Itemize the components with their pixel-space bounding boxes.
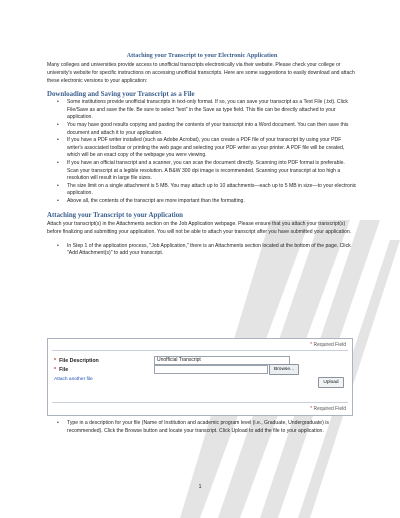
- bullet-icon: •: [57, 242, 59, 249]
- download-tips-list: [47, 99, 357, 205]
- list-item: • Some institutions provide unofficial transcripts in text-only format. If so, you can save your transcript as a Text File (.txt). Click File/Save as and save the file. Be sure to select "text" in the Save as type field. This file can be directly attached to your application.: [57, 99, 348, 121]
- attaching-paragraph: Attach your transcript(s) in the Attachments section on the Job Application webpage. Please ensure that you attach your transcript(s) before finalizing and submitting your application. You will not be able to attach your transcript after you have submitted your application.: [47, 220, 352, 235]
- required-star-icon: *: [310, 342, 313, 348]
- bullet-icon: •: [57, 137, 59, 144]
- list-item: • Type in a description for your file (Name of Institution and academic program level (i.e., Graduate, Undergraduate) is recommended). Click the Browse button and locate your transcript. Click Upload to add the file to your application.: [57, 420, 329, 434]
- step-list-2: [47, 420, 352, 435]
- section-heading-attaching: Attaching your Transcript to your Application: [47, 211, 183, 219]
- list-item: • In Step 1 of the application process, "Job Application," there is an Attachments section located at the bottom of the page. Click "Add Attachment(s)" to add your transcript.: [57, 242, 351, 257]
- bullet-icon: •: [57, 99, 59, 106]
- list-item: • If you have a PDF writer installed (such as Adobe Acrobat), you can create a PDF file of your transcript by using your PDF writer's associated toolbar or printing the web page and selecting your PDF writer as your printer. A PDF file will be created, which will be an exact copy of the webpage you were viewing.: [57, 137, 345, 159]
- upload-button[interactable]: Upload: [318, 377, 344, 388]
- bullet-icon: •: [57, 122, 59, 129]
- required-star-icon: *: [54, 358, 57, 364]
- bullet-icon: •: [57, 160, 59, 167]
- attachment-form-screenshot: [47, 338, 353, 416]
- divider: [52, 402, 348, 403]
- document-title: Attaching your Transcript to your Electronic Application: [126, 52, 278, 59]
- file-description-input[interactable]: Unofficial Transcript: [154, 356, 290, 365]
- required-field-note: * Required Field: [310, 342, 346, 348]
- bullet-icon: •: [57, 420, 59, 426]
- list-item: • The size limit on a single attachment is 5 MB. You may attach up to 10 attachments—each up to 5 MB in size—to your electronic application.: [57, 182, 357, 197]
- document-body: [47, 52, 357, 258]
- step-list: [47, 243, 357, 258]
- intro-paragraph: Many colleges and universities provide access to unofficial transcripts electronically via their website. Please check your college or university's website for specific instructions on accessing unofficial transcripts. Here are some suggestions to easily download and attach these electronic versions to your application:: [47, 62, 355, 85]
- bullet-icon: •: [57, 182, 59, 189]
- section-heading-downloading: Downloading and Saving your Transcript as a File: [47, 91, 195, 99]
- list-item: • Above all, the contents of the transcript are more important than the formatting.: [57, 198, 245, 204]
- file-path-input[interactable]: [154, 365, 268, 374]
- required-star-icon: *: [310, 406, 313, 412]
- divider: [52, 350, 348, 351]
- browse-button[interactable]: Browse...: [269, 364, 299, 375]
- file-label: * File: [54, 367, 69, 373]
- file-description-label: * File Description: [54, 358, 99, 364]
- list-item: • You may have good results copying and pasting the contents of your transcript into a Word document. You can then save this document and attach it to your application.: [57, 122, 349, 136]
- required-field-note: * Required Field: [310, 406, 346, 412]
- attach-another-file-link[interactable]: Attach another file: [54, 377, 93, 382]
- bullet-icon: •: [57, 198, 59, 204]
- required-star-icon: *: [54, 367, 57, 373]
- list-item: • If you have an official transcript and a scanner, you can scan the document directly. Scanning into PDF format is preferable. Scan your transcript at a legible resolution. A B&W 300 dpi image is recommended. Scanning your transcript at too high a resolution will result in large file sizes.: [57, 160, 345, 182]
- page-number: 1: [198, 484, 202, 490]
